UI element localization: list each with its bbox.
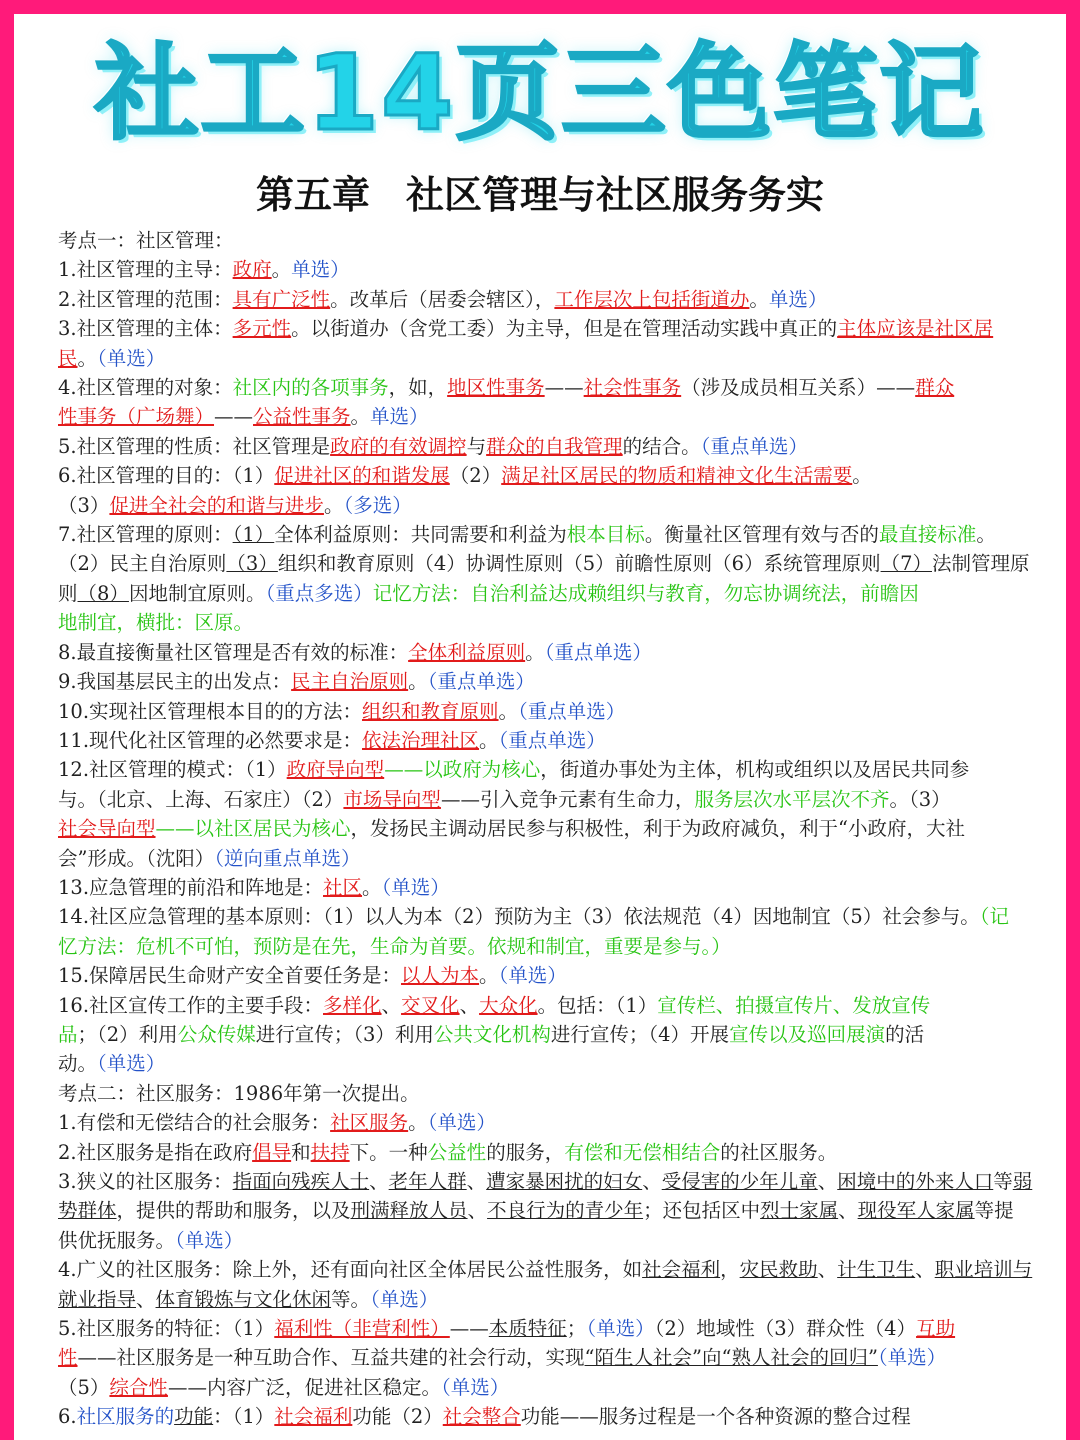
note-text: 7.社区管理的原则： — [58, 523, 233, 547]
underlined-term: “陌生人社会”向“熟人社会的回归” — [584, 1346, 878, 1370]
note-text: 、 — [369, 1170, 389, 1193]
note-text: （2） — [449, 464, 502, 488]
highlight-green: ——以社区居民为核心 — [155, 817, 351, 841]
key-term-red: 互助 — [916, 1317, 956, 1341]
note-line — [58, 1255, 1048, 1284]
note-text: 等 — [993, 1170, 1013, 1193]
note-text: 。 — [77, 346, 98, 370]
highlight-green: 宣传栏、拍摄宣传片、发放宣传 — [657, 993, 931, 1017]
chapter-title: 社区管理与社区服务务实 — [406, 173, 825, 217]
key-term-red: 性事务（广场舞） — [58, 405, 215, 429]
note-text: 考点二：社区服务：1986年第一次提出。 — [58, 1081, 420, 1105]
highlight-green: 忆方法：危机不可怕，预防是在先，生命为首要。依规和制宜，重要是参与。） — [58, 934, 731, 958]
question-type-tag: （单选） — [370, 1287, 439, 1311]
key-term-red: 满足社区居民的物质和精神文化生活需要 — [501, 464, 853, 488]
question-type-tag: 单选） — [370, 405, 429, 429]
note-text: 。衡量社区管理有效与否的 — [644, 523, 879, 547]
key-term-red: 大众化 — [479, 993, 538, 1017]
note-text: ——社区服务是一种互助合作、互益共建的社会行动，实现 — [77, 1346, 585, 1370]
key-term-red: 组织和教育原则 — [362, 699, 499, 723]
note-line — [58, 549, 1048, 578]
note-text: 、 — [838, 1199, 858, 1223]
underlined-term: 刑满释放人员 — [350, 1199, 468, 1223]
note-text: ，街道办事处为主体，机构或组织以及居民共同参 — [540, 758, 970, 782]
underlined-term: 不良行为的青少年 — [487, 1199, 644, 1223]
note-text: 2.社区管理的范围： — [58, 287, 233, 311]
key-term-red: 性 — [58, 1346, 78, 1370]
key-term-red: 工作层次上包括街道办 — [554, 287, 750, 311]
note-text: 、 — [467, 1199, 488, 1223]
question-type-tag: （单选） — [381, 875, 450, 899]
question-type-tag: （重点单选） — [544, 640, 652, 664]
note-line — [58, 785, 1048, 814]
note-text: ，提供的帮助和服务，以及 — [116, 1199, 351, 1223]
key-term-red: 社会导向型 — [58, 817, 156, 841]
key-term-red: 福利性（非营利性） — [274, 1317, 450, 1341]
note-line — [58, 991, 1048, 1020]
question-type-tag: （单选） — [498, 964, 567, 988]
chapter-heading — [14, 164, 1066, 219]
banner-title: 社工14页三色笔记 — [94, 32, 986, 154]
highlight-green: 有偿和无偿相结合 — [564, 1140, 721, 1164]
key-term-red: 政府 — [232, 258, 272, 282]
note-text: 、 — [817, 1170, 838, 1193]
key-term-red: 依法治理社区 — [362, 728, 480, 752]
key-term-red: 社会性事务 — [583, 376, 682, 400]
key-term-red: 群众 — [915, 376, 955, 400]
question-type-tag: （重点单选） — [700, 434, 808, 458]
note-text: 15.保障居民生命财产安全首要任务是： — [58, 964, 402, 988]
highlight-green: 最直接标准 — [878, 523, 977, 547]
note-text: 1.有偿和无偿结合的社会服务： — [58, 1111, 331, 1135]
note-text: 。（3） — [889, 787, 951, 811]
key-term-red: 多元性 — [232, 317, 292, 341]
note-line — [58, 844, 1048, 873]
key-term-red: 社区 — [323, 875, 363, 899]
note-text: 2.社区服务是指在政府 — [58, 1140, 253, 1164]
note-text: 会”形成。（沈阳） — [58, 846, 215, 870]
note-text: ；（2）利用 — [77, 1022, 178, 1046]
note-line — [58, 932, 1048, 961]
highlight-green: 根本目标 — [566, 523, 645, 547]
question-type-tag: （重点多选） — [265, 581, 373, 605]
note-text: ，如， — [388, 376, 448, 400]
note-text: 5.社区服务的特征：（1） — [58, 1317, 275, 1341]
highlight-green: 公众传媒 — [177, 1022, 256, 1046]
note-text: 等。 — [331, 1287, 371, 1311]
note-line — [58, 1049, 1048, 1078]
note-text: 。 — [362, 875, 382, 899]
highlight-green: （记 — [979, 905, 1010, 929]
underlined-term: 本质特征 — [488, 1317, 567, 1341]
note-text: 功能——服务过程是一个各种资源的整合过程 — [520, 1405, 911, 1429]
highlight-green: 服务层次水平层次不齐 — [694, 787, 890, 811]
underlined-term: （7） — [880, 552, 932, 576]
underlined-term: 指面向残疾人士 — [232, 1170, 370, 1193]
underlined-term: 功能 — [174, 1405, 214, 1429]
note-line — [58, 1343, 1048, 1372]
note-line — [58, 1285, 1048, 1314]
note-text: 8.最直接衡量社区管理是否有效的标准： — [58, 640, 409, 664]
note-line — [58, 1138, 1048, 1167]
note-line — [58, 638, 1048, 667]
note-text: 。 — [408, 1111, 428, 1135]
key-term-red: 扶持 — [310, 1140, 350, 1164]
question-type-tag: 社区服务的 — [76, 1405, 175, 1429]
key-term-red: 全体利益原则 — [408, 640, 526, 664]
note-text: 动。 — [58, 1052, 98, 1076]
underlined-term: （8） — [77, 581, 129, 605]
underlined-term: 计生卫生 — [837, 1258, 916, 1282]
key-term-red: 以人为本 — [401, 964, 480, 988]
note-text: 11.现代化社区管理的必然要求是： — [58, 728, 363, 752]
note-text: （2）地域性（3）群众性（4） — [654, 1317, 917, 1341]
note-line — [58, 1020, 1048, 1049]
question-type-tag: （单选） — [97, 1052, 166, 1076]
key-term-red: 政府的有效调控 — [330, 434, 467, 458]
question-type-tag: （单选） — [175, 1228, 244, 1252]
underlined-term: 弱 — [1012, 1170, 1033, 1193]
note-text: 组织和教育原则（4）协调性原则（5）前瞻性原则（6）系统管理原则 — [277, 552, 881, 576]
note-line — [58, 314, 1048, 343]
note-line — [58, 1196, 1048, 1225]
note-line — [58, 344, 1048, 373]
underlined-term: 职业培训与 — [934, 1258, 1033, 1282]
question-type-tag: 单选） — [291, 258, 350, 282]
key-term-red: 社区服务 — [330, 1111, 409, 1135]
underlined-term: 老年人群 — [388, 1170, 467, 1193]
note-line — [58, 961, 1048, 990]
key-term-red: 促进社区的和谐发展 — [274, 464, 450, 488]
note-text: （3） — [58, 493, 110, 517]
underlined-term: （1） — [232, 523, 275, 547]
underlined-term: 困境中的外来人口 — [837, 1170, 994, 1193]
note-text: 4.广义的社区服务：除上外，还有面向社区全体居民公益性服务，如 — [58, 1258, 643, 1282]
question-type-tag: （单选） — [440, 1375, 510, 1399]
highlight-green: 公共文化机构 — [433, 1022, 551, 1046]
note-text: ； — [566, 1317, 587, 1341]
note-line — [58, 579, 1048, 608]
highlight-green: ——以政府为核心 — [384, 758, 541, 782]
note-line — [58, 1402, 1048, 1431]
note-text: 法制管理原 — [932, 552, 1030, 576]
note-text: 3.社区管理的主体： — [58, 317, 233, 341]
note-text: 6.社区管理的目的：（1） — [58, 464, 275, 488]
note-text: 。 — [350, 405, 371, 429]
note-line — [58, 373, 1048, 402]
highlight-green: 宣传以及巡回展演 — [729, 1022, 886, 1046]
highlight-green: 地制宜，横批：区原。 — [58, 611, 254, 635]
note-text: ——引入竞争元素有生命力， — [440, 787, 695, 811]
note-line — [58, 491, 1048, 520]
note-text: ， — [720, 1258, 740, 1282]
highlight-green: 社区内的各项事务 — [232, 376, 389, 400]
note-text: 3.狭义的社区服务： — [58, 1170, 233, 1193]
note-text: 则 — [58, 581, 78, 605]
note-text: 1.社区管理的主导： — [58, 258, 233, 282]
note-text: 。 — [323, 493, 344, 517]
note-text: 10.实现社区管理根本目的的方法： — [58, 699, 363, 723]
note-text: 、 — [817, 1258, 838, 1282]
note-line — [58, 432, 1048, 461]
note-text: 。 — [525, 640, 545, 664]
note-text: 16.社区宣传工作的主要手段： — [58, 993, 324, 1017]
key-term-red: 社会福利 — [274, 1405, 353, 1429]
note-line — [58, 285, 1048, 314]
note-text: 4.社区管理的对象： — [58, 376, 233, 400]
note-text: 13.应急管理的前沿和阵地是： — [58, 875, 324, 899]
note-text: ，发扬民主调动居民参与积极性，利于为政府减负，利于“小政府，大社 — [350, 817, 966, 841]
note-text: 。改革后（居委会辖区）， — [330, 287, 555, 311]
question-type-tag: （逆向重点单选） — [214, 846, 361, 870]
note-text: 、 — [136, 1287, 156, 1311]
note-text: 等提 — [974, 1199, 1014, 1223]
note-line — [58, 755, 1048, 784]
note-line — [58, 1226, 1048, 1255]
key-term-red: 民 — [58, 346, 78, 370]
key-term-red: 民主自治原则 — [291, 670, 409, 694]
note-line — [58, 1167, 1048, 1196]
note-text: 。以街道办（含党工委）为主导，但是在管理活动实践中真正的 — [291, 317, 838, 341]
key-term-red: 倡导 — [252, 1140, 292, 1164]
note-line — [58, 1373, 1048, 1402]
underlined-term: 现役军人家属 — [857, 1199, 975, 1223]
key-term-red: 具有广泛性 — [232, 287, 331, 311]
key-term-red: 社会整合 — [442, 1405, 521, 1429]
note-line — [58, 1079, 1048, 1108]
note-text: —— — [544, 376, 584, 400]
key-term-red: 群众的自我管理 — [486, 434, 623, 458]
key-term-red: 主体应该是社区居 — [837, 317, 994, 341]
note-text: 12.社区管理的模式：（1） — [58, 758, 287, 782]
key-term-red: 市场导向型 — [343, 787, 441, 811]
note-text: 的活 — [885, 1022, 925, 1046]
question-type-tag: 单选） — [768, 287, 828, 311]
note-text: 因地制宜原则。 — [128, 581, 266, 605]
underlined-term: 灾民救助 — [739, 1258, 818, 1282]
note-text: 与。（北京、上海、石家庄）（2） — [58, 787, 344, 811]
note-text: 。 — [408, 670, 428, 694]
note-text: 。包括：（1） — [537, 993, 658, 1017]
note-line — [58, 461, 1048, 490]
note-text: 。 — [498, 699, 519, 723]
key-term-red: 促进全社会的和谐与进步 — [109, 493, 324, 517]
note-line — [58, 520, 1048, 549]
note-text: 供优抚服务。 — [58, 1228, 176, 1252]
note-line — [58, 1314, 1048, 1343]
underlined-term: 势群体 — [58, 1199, 117, 1223]
note-text: 、 — [642, 1170, 662, 1193]
note-text: 的服务， — [486, 1140, 565, 1164]
note-text: ；还包括区中 — [643, 1199, 761, 1223]
note-text: （5） — [58, 1375, 110, 1399]
note-line — [58, 667, 1048, 696]
note-text: 考点一：社区管理： — [58, 229, 234, 252]
note-text: 。 — [479, 728, 499, 752]
note-text: 功能（2） — [352, 1405, 443, 1429]
underlined-term: （3） — [226, 552, 278, 576]
notes-body — [58, 226, 1048, 1432]
note-line — [58, 402, 1048, 431]
key-term-red: 公益性事务 — [253, 405, 351, 429]
note-text: 。 — [749, 287, 769, 311]
note-line — [58, 726, 1048, 755]
underlined-term: 体育锻炼与文化休闲 — [155, 1287, 332, 1311]
note-text: 、 — [459, 993, 480, 1017]
note-line — [58, 697, 1048, 726]
key-term-red: 政府导向型 — [286, 758, 385, 782]
note-text: —— — [214, 405, 254, 429]
question-type-tag: （重点单选） — [518, 699, 626, 723]
note-line — [58, 873, 1048, 902]
highlight-green: 公益性 — [427, 1140, 487, 1164]
note-text: 。 — [852, 464, 872, 488]
note-line — [58, 226, 1048, 255]
note-text: ——内容广泛，促进社区稳定。 — [167, 1375, 441, 1399]
note-text: 下。一种 — [349, 1140, 428, 1164]
note-text: 的结合。 — [622, 434, 701, 458]
note-text: 进行宣传；（3）利用 — [255, 1022, 434, 1046]
note-text: —— — [449, 1317, 489, 1341]
note-line — [58, 902, 1048, 931]
key-term-red: 交叉化 — [401, 993, 460, 1017]
note-text: 的社区服务。 — [720, 1140, 838, 1164]
note-line — [58, 814, 1048, 843]
note-text: （涉及成员相互关系）—— — [681, 376, 916, 400]
question-type-tag: （单选） — [427, 1111, 496, 1135]
note-text: 9.我国基层民主的出发点： — [58, 670, 292, 694]
underlined-term: 就业指导 — [58, 1287, 137, 1311]
key-term-red: 地区性事务 — [447, 376, 545, 400]
note-line — [58, 608, 1048, 637]
note-text: 。 — [479, 964, 499, 988]
underlined-term: 社会福利 — [642, 1258, 721, 1282]
question-type-tag: （单选） — [97, 346, 166, 370]
highlight-green: 品 — [58, 1022, 78, 1046]
note-text: 5.社区管理的性质：社区管理是 — [58, 434, 331, 458]
question-type-tag: （单选） — [586, 1317, 655, 1341]
underlined-term: 烈士家属 — [760, 1199, 839, 1223]
note-text: 、 — [466, 1170, 487, 1193]
note-text: 与 — [466, 434, 487, 458]
note-text: 、 — [915, 1258, 935, 1282]
key-term-red: 综合性 — [109, 1375, 168, 1399]
question-type-tag: （单选） — [877, 1346, 947, 1370]
note-text: （2）民主自治原则 — [58, 552, 227, 576]
note-text: ：（1） — [213, 1405, 275, 1429]
note-text: 全体利益原则：共同需要和利益为 — [274, 523, 567, 547]
note-text: 。 — [976, 523, 996, 547]
question-type-tag: （重点单选） — [427, 670, 535, 694]
note-line — [58, 1108, 1048, 1137]
question-type-tag: （多选） — [343, 493, 412, 517]
note-text: 。 — [271, 258, 292, 282]
question-type-tag: （重点单选） — [498, 728, 606, 752]
note-text: 和 — [291, 1140, 311, 1164]
chapter-number: 第五章 — [255, 173, 370, 217]
highlight-green: 记忆方法：自治利益达成赖组织与教育，勿忘协调统法，前瞻因 — [372, 581, 919, 605]
underlined-term: 受侵害的少年儿童 — [661, 1170, 818, 1193]
note-line — [58, 255, 1048, 284]
note-text: 、 — [381, 993, 402, 1017]
key-term-red: 多样化 — [323, 993, 382, 1017]
underlined-term: 遭家暴困扰的妇女 — [486, 1170, 643, 1193]
note-text: 进行宣传；（4）开展 — [550, 1022, 730, 1046]
note-page — [14, 14, 1066, 1440]
note-text: 6. — [58, 1405, 77, 1429]
note-text: 14.社区应急管理的基本原则：（1）以人为本（2）预防为主（3）依法规范（4）因地制宜（5）社会参与。 — [58, 905, 980, 929]
